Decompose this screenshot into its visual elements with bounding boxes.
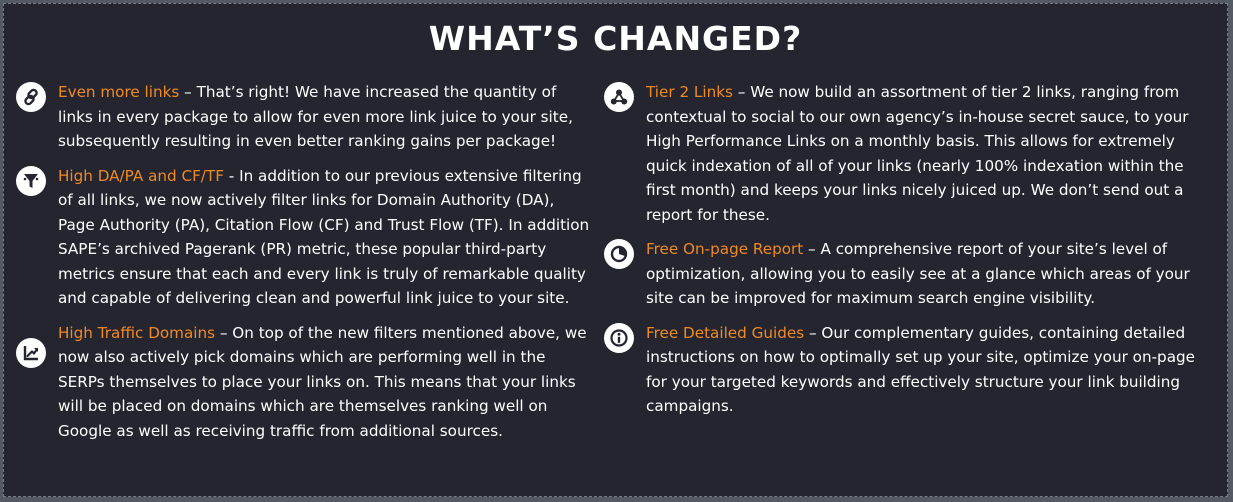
feature-description: – We now build an assortment of tier 2 links, ranging from contextual to social to our own agency’s in-house secret sauce, to your High Performance Links on a monthly basis. This allows for extremely quick indexation of all of your links (nearly 100% indexation within the first month) and keeps your links nicely juiced up. We don’t send out a report for these.: [646, 83, 1189, 224]
left-column: [14, 80, 594, 443]
feature-description: – That’s right! We have increased the quantity of links in every package to allow for even more link juice to your site, subsequently resulting in even better ranking gains per package!: [58, 83, 573, 150]
feature-item-free-onpage-report: [602, 237, 1218, 311]
feature-description: – Our complementary guides, containing detailed instructions on how to optimally set up your site, optimize your on-page for your targeted keywords and effectively structure your link building campaigns.: [646, 323, 1195, 415]
feature-heading: Even more links: [58, 83, 180, 101]
link-icon: [16, 82, 46, 112]
whats-changed-panel: [3, 3, 1228, 497]
info-icon: [604, 323, 634, 353]
feature-item-free-detailed-guides: [602, 321, 1218, 419]
feature-description: – A comprehensive report of your site’s level of optimization, allowing you to easily see at a glance which areas of your site can be improved for maximum search engine visibility.: [646, 240, 1190, 307]
feature-item-tier-2-links: [602, 80, 1218, 227]
feature-heading: Tier 2 Links: [646, 83, 733, 101]
page-title: WHAT’S CHANGED?: [428, 19, 803, 58]
feature-description: – On top of the new filters mentioned above, we now also actively pick domains which are performing well in the SERPs themselves to place your links on. This means that your links will be placed on domains which are themselves ranking well on Google as well as receiving traffic from additional sources.: [58, 323, 587, 440]
filter-icon: [16, 166, 46, 196]
network-icon: [604, 82, 634, 112]
pie-chart-icon: [604, 239, 634, 269]
feature-item-even-more-links: [14, 80, 594, 154]
feature-description: - In addition to our previous extensive filtering of all links, we now actively filter links for Domain Authority (DA), Page Authority (PA), Citation Flow (CF) and Trust Flow (TF). In addition SAPE’s archived Pagerank (PR) metric, these popular third-party metrics ensure that each and every link is truly of remarkable quality and capable of delivering clean and powerful link juice to your site.: [58, 166, 590, 307]
feature-item-high-da-pa: [14, 164, 594, 311]
feature-heading: Free On-page Report: [646, 240, 804, 258]
feature-heading: High Traffic Domains: [58, 323, 216, 342]
right-column: [602, 80, 1218, 419]
feature-heading: Free Detailed Guides: [646, 323, 805, 342]
traffic-chart-icon: [16, 338, 46, 368]
feature-heading: High DA/PA and CF/TF: [58, 166, 224, 185]
feature-item-high-traffic-domains: [14, 321, 594, 444]
